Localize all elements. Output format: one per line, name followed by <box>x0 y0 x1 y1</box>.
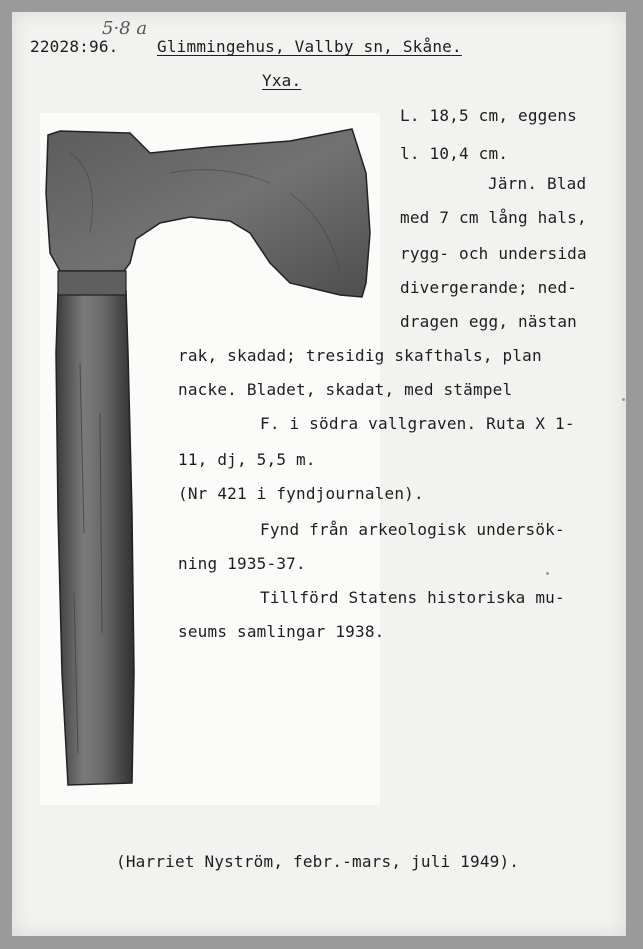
description-line-14: ning 1935-37. <box>178 554 306 573</box>
description-line-11: 11, dj, 5,5 m. <box>178 450 316 469</box>
description-line-10: F. i södra vallgraven. Ruta X 1- <box>260 414 575 433</box>
description-line-7: dragen egg, nästan <box>400 312 577 331</box>
description-line-2: l. 10,4 cm. <box>400 144 509 163</box>
description-line-9: nacke. Bladet, skadat, med stämpel <box>178 380 513 399</box>
margin-dot <box>622 398 625 401</box>
handwritten-note: 5·8 a <box>102 18 148 39</box>
description-line-6: divergerande; ned- <box>400 278 577 297</box>
object-name: Yxa. <box>262 71 302 90</box>
description-line-8: rak, skadad; tresidig skafthals, plan <box>178 346 542 365</box>
description-line-4: med 7 cm lång hals, <box>400 208 587 227</box>
location-heading: Glimmingehus, Vallby sn, Skåne. <box>157 37 462 56</box>
description-line-1: L. 18,5 cm, eggens <box>400 106 577 125</box>
description-line-16: seums samlingar 1938. <box>178 622 385 641</box>
description-line-15: Tillförd Statens historiska mu- <box>260 588 565 607</box>
description-line-3: Järn. Blad <box>488 174 587 193</box>
description-line-12: (Nr 421 i fyndjournalen). <box>178 484 424 503</box>
description-line-5: rygg- och undersida <box>400 244 587 263</box>
signature-line: (Harriet Nyström, febr.-mars, juli 1949). <box>116 852 520 871</box>
margin-dot <box>546 572 549 575</box>
description-line-13: Fynd från arkeologisk undersök- <box>260 520 565 539</box>
catalog-number: 22028:96. <box>30 37 119 56</box>
